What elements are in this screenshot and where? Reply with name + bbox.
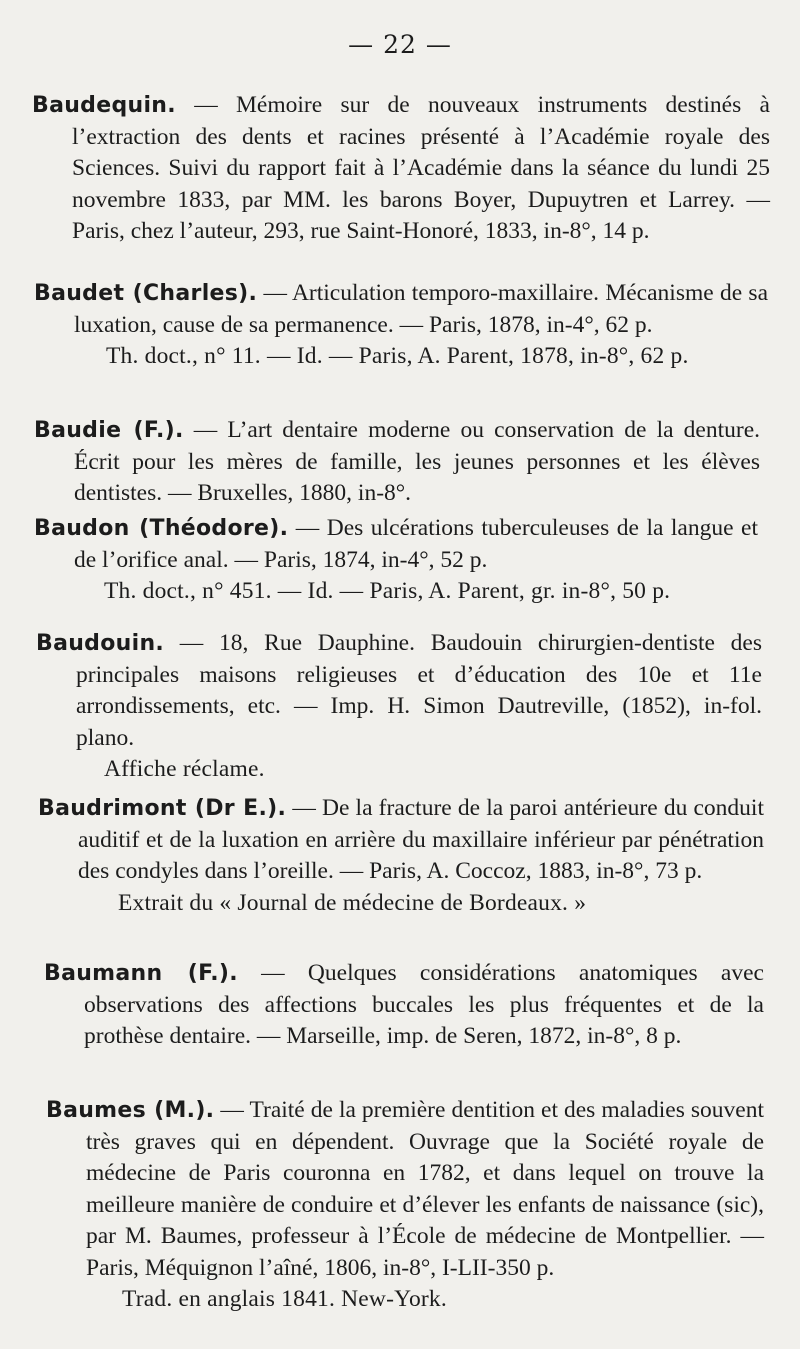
entry-body: — Quelques considérations anatomiques avec observations des affections buccales les plus fréquentes et de la prothèse dentaire. — Marseille, imp. de Seren, 1872, in-8°, 8 p. <box>84 960 764 1049</box>
entry-head: Baudet (Charles). <box>34 281 258 306</box>
entry-head: Baudequin. <box>32 93 176 118</box>
entry-note: Affiche réclame. <box>104 756 265 782</box>
entry-body: — De la fracture de la paroi antérieure du conduit auditif et de la luxation en arrière du maxillaire inférieur par pénétration des condyles dans l’oreille. — Paris, A. Coccoz, 1883, in-8°, 73 p. <box>78 795 764 884</box>
entry-baumes <box>0 1095 800 1316</box>
entry-body: — Articulation temporo-maxillaire. Mécanisme de sa luxation, cause de sa permanence. — Paris, 1878, in-4°, 62 p. <box>74 280 768 338</box>
entry-baudrimont <box>0 793 800 919</box>
entry-head: Baudie (F.). <box>34 418 184 443</box>
entry-body: — Mémoire sur de nouveaux instruments destinés à l’extraction des dents et racines présenté à l’Académie royale des Sciences. Suivi du rapport fait à l’Académie dans la séance du lundi 25 novembre 1833, par MM. les barons Boyer, Dupuytren et Larrey. — Paris, chez l’auteur, 293, rue Saint-Honoré, 1833, in-8°, 14 p. <box>72 92 770 244</box>
entry-body: — 18, Rue Dauphine. Baudouin chirurgien-dentiste des principales maisons religieuses et d’éducation des 10e et 11e arrondissements, etc. — Imp. H. Simon Dautreville, (1852), in-fol. plano. <box>76 630 762 751</box>
entry-text <box>44 958 764 1053</box>
entry-baudequin <box>0 90 800 248</box>
entry-baudouin <box>0 628 800 786</box>
entry-head: Baudrimont (Dr E.). <box>38 796 287 821</box>
entry-baudon <box>0 513 800 608</box>
page-number: — 22 — <box>348 30 452 59</box>
entry-body: — Traité de la première dentition et des maladies souvent très graves qui en dépendent. Ouvrage que la Société royale de médecine de Paris couronna en 1782, et dans lequel on trouve la meilleure manière de conduire et d’élever les enfants de naissance (sic), par M. Baumes, professeur à l’École de médecine de Montpellier. — Paris, Méquignon l’aîné, 1806, in-8°, I-LII-350 p. <box>86 1097 764 1281</box>
entry-text <box>34 513 758 576</box>
entry-head: Baumes (M.). <box>46 1098 215 1123</box>
entry-head: Baudouin. <box>36 631 165 656</box>
entry-note: Trad. en anglais 1841. New-York. <box>122 1286 447 1312</box>
entry-body: — Des ulcérations tuberculeuses de la langue et de l’orifice anal. — Paris, 1874, in-4°, 52 p. <box>74 515 758 573</box>
entry-baudie <box>0 415 800 510</box>
entry-head: Baudon (Théodore). <box>34 516 289 541</box>
entry-baudet <box>0 278 800 373</box>
entry-note: Th. doct., n° 451. — Id. — Paris, A. Parent, gr. in-8°, 50 p. <box>104 578 671 604</box>
entry-note: Th. doct., n° 11. — Id. — Paris, A. Parent, 1878, in-8°, 62 p. <box>106 343 689 369</box>
entry-text <box>46 1095 764 1284</box>
entry-body: — L’art dentaire moderne ou conservation de la denture. Écrit pour les mères de famille, les jeunes personnes et les élèves dentistes. — Bruxelles, 1880, in-8°. <box>74 417 760 506</box>
entry-baumann <box>0 958 800 1053</box>
entry-text <box>34 278 768 341</box>
entry-text <box>36 628 762 754</box>
entry-text <box>38 793 764 888</box>
entry-note: Extrait du « Journal de médecine de Bordeaux. » <box>118 889 587 916</box>
entry-head: Baumann (F.). <box>44 961 238 986</box>
entry-text <box>32 90 770 248</box>
entry-text <box>34 415 760 510</box>
